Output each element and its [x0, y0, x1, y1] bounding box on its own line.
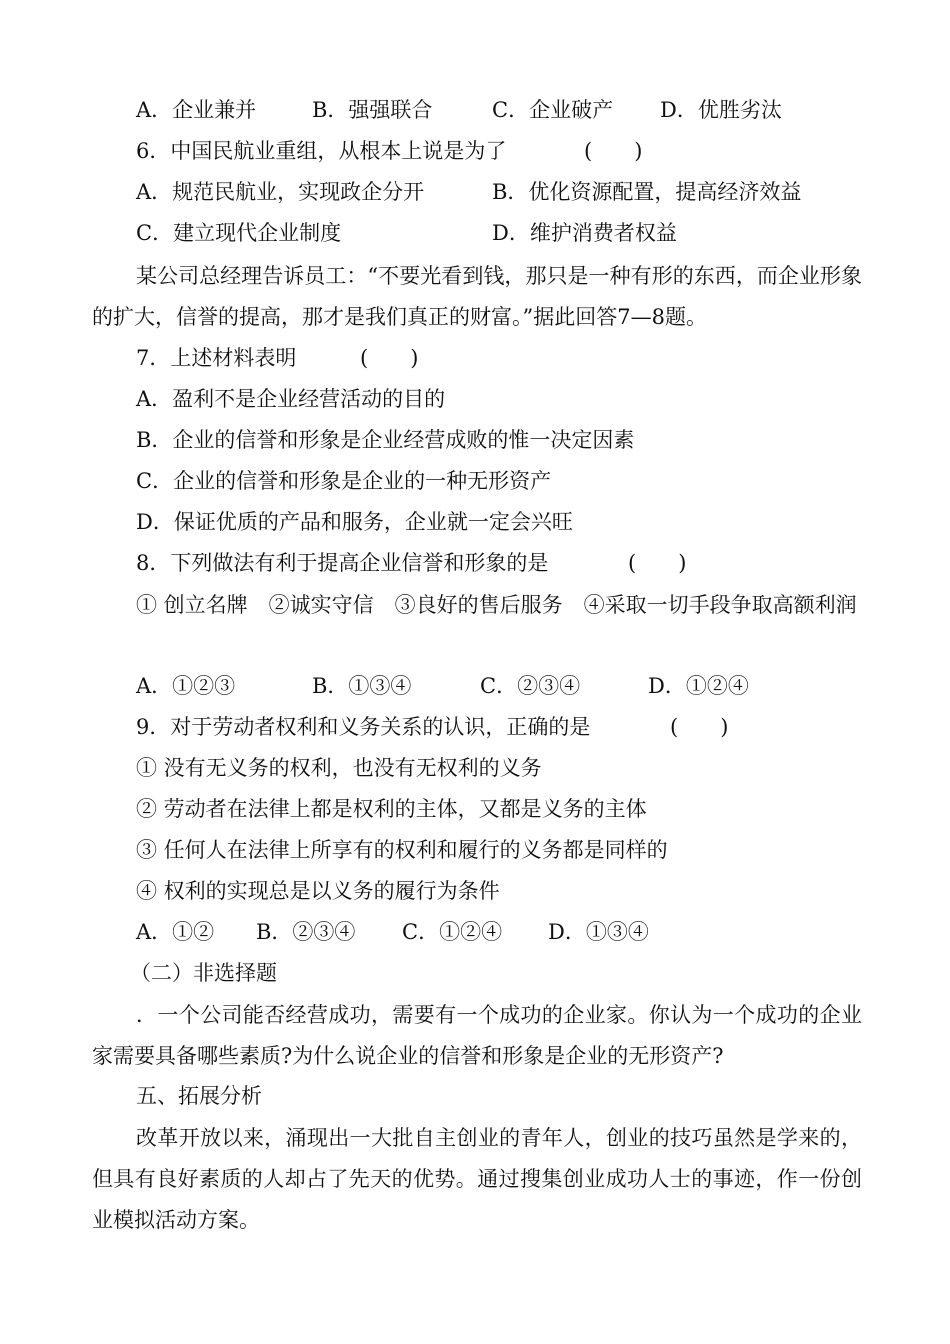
q5-option-c: C．企业破产: [492, 98, 614, 122]
q7-bracket: ( ): [360, 346, 419, 370]
q8-bracket: ( ): [628, 551, 687, 575]
q8-option-d: D．①②④: [648, 674, 749, 698]
q7-option-b: B．企业的信誉和形象是企业经营成败的惟一决定因素: [136, 428, 635, 452]
q9-option-b: B．②③④: [256, 920, 356, 944]
q9-item-1: ① 没有无义务的权利，也没有无权利的义务: [136, 756, 542, 780]
q8-option-c: C．②③④: [480, 674, 581, 698]
q6-option-c: C．建立现代企业制度: [136, 221, 342, 245]
q8-items: ① 创立名牌 ②诚实守信 ③良好的售后服务 ④采取一切手段争取高额利润: [136, 593, 857, 617]
extension-paragraph: 改革开放以来，涌现出一大批自主创业的青年人，创业的技巧虽然是学来的，但具有良好素质的人却占了先天的优势。通过搜集创业成功人士的事迹，作一份创业模拟活动方案。: [92, 1126, 862, 1232]
q9-option-d: D．①③④: [548, 920, 649, 944]
q6-option-a: A．规范民航业，实现政企分开: [136, 180, 425, 204]
q5-option-b: B．强强联合: [312, 98, 433, 122]
q7-stem: 7．上述材料表明: [136, 346, 297, 370]
q6-bracket: ( ): [584, 139, 643, 163]
q9-option-a: A．①②: [136, 920, 215, 944]
q9-item-4: ④ 权利的实现总是以义务的履行为条件: [136, 879, 500, 903]
q6-stem: 6．中国民航业重组，从根本上说是为了: [136, 139, 507, 163]
q9-bracket: ( ): [670, 715, 729, 739]
q9-item-2: ② 劳动者在法律上都是权利的主体，又都是义务的主体: [136, 797, 647, 821]
q8-stem: 8．下列做法有利于提高企业信誉和形象的是: [136, 551, 549, 575]
q5-option-d: D．优胜劣汰: [660, 98, 782, 122]
q6-option-d: D．维护消费者权益: [492, 221, 677, 245]
q5-option-a: A．企业兼并: [136, 98, 257, 122]
q7-option-c: C．企业的信誉和形象是企业的一种无形资产: [136, 469, 552, 493]
q9-stem: 9．对于劳动者权利和义务关系的认识，正确的是: [136, 715, 591, 739]
q9-option-c: C．①②④: [402, 920, 503, 944]
q6-option-b: B．优化资源配置，提高经济效益: [492, 180, 802, 204]
section-2-title: （二）非选择题: [130, 961, 277, 985]
material-paragraph: 某公司总经理告诉员工：“不要光看到钱，那只是一种有形的东西，而企业形象的扩大，信誉的提高，那才是我们真正的财富。”据此回答7—8题。: [92, 264, 862, 329]
q8-option-b: B．①③④: [312, 674, 412, 698]
section-5-title: 五、拓展分析: [136, 1084, 262, 1108]
q7-option-a: A．盈利不是企业经营活动的目的: [136, 387, 446, 411]
q9-item-3: ③ 任何人在法律上所享有的权利和履行的义务都是同样的: [136, 838, 668, 862]
q7-option-d: D．保证优质的产品和服务，企业就一定会兴旺: [136, 510, 573, 534]
q10-paragraph: ．一个公司能否经营成功，需要有一个成功的企业家。你认为一个成功的企业家需要具备哪些素质?为什么说企业的信誉和形象是企业的无形资产?: [92, 1003, 862, 1068]
q8-option-a: A．①②③: [136, 674, 236, 698]
